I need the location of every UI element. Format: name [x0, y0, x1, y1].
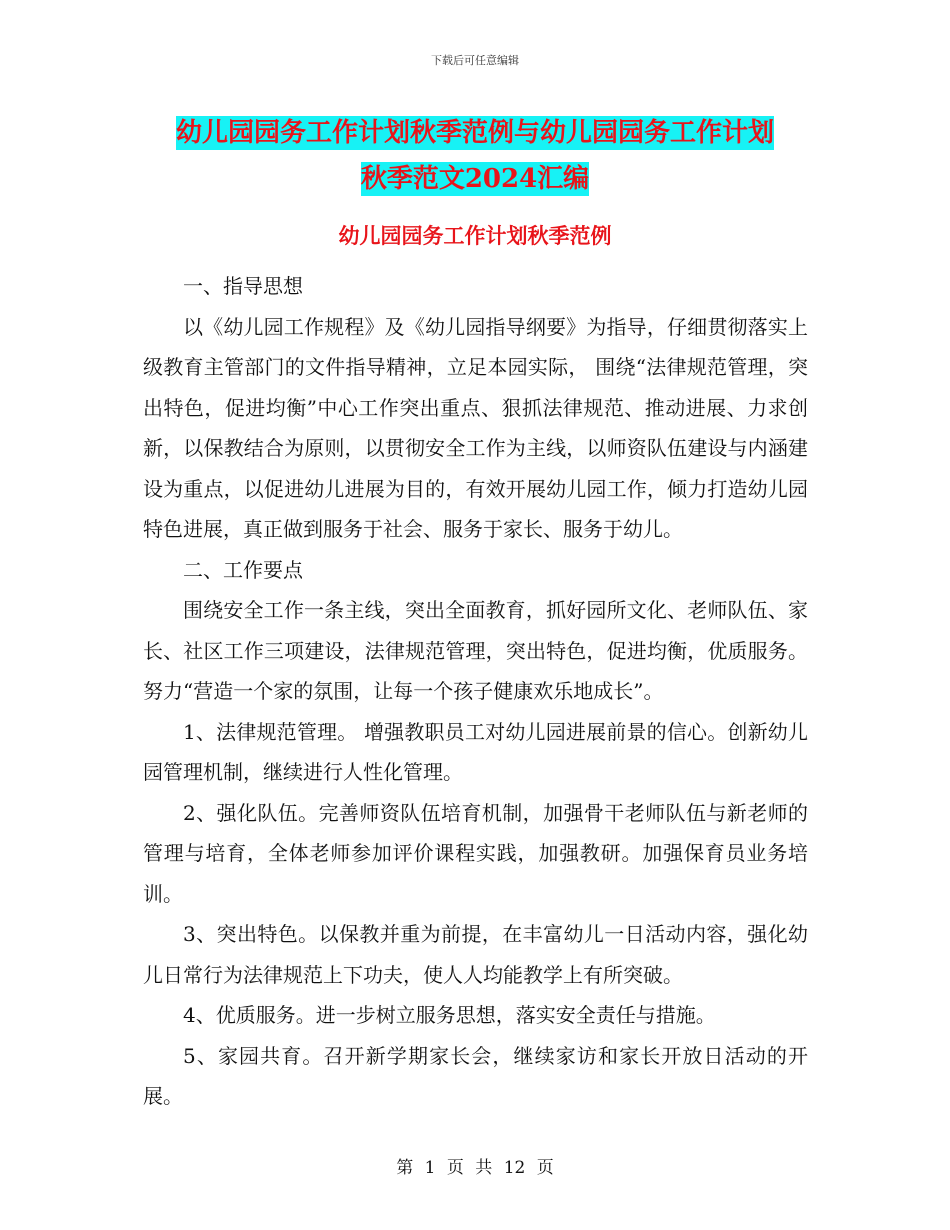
title-line-2: 秋季范文2024汇编: [360, 164, 590, 194]
paragraph-item-3: 3、突出特色。以保教并重为前提，在丰富幼儿一日活动内容，强化幼儿日常行为法律规范上下功夫，使人人均能教学上有所突破。: [143, 922, 808, 987]
paragraph-item-1: 1、法律规范管理。 增强教职员工对幼儿园进展前景的信心。创新幼儿园管理机制，继续进行人性化管理。: [143, 719, 808, 784]
paragraph-guiding-ideology: 以《幼儿园工作规程》及《幼儿园指导纲要》为指导，仔细贯彻落实上级教育主管部门的文件指导精神，立足本园实际， 围绕“法律规范管理，突出特色，促进均衡”中心工作突出重点、狠抓法律规范、推动进展、力求创新，以保教结合为原则，以贯彻安全工作为主线，以师资队伍建设与内涵建设为重点，以促进幼儿进展为目的，有效开展幼儿园工作，倾力打造幼儿园特色进展，真正做到服务于社会、服务于家长、服务于幼儿。: [143, 314, 808, 541]
heading-work-points: 二、工作要点: [183, 557, 303, 582]
paragraph-item-5: 5、家园共育。召开新学期家长会，继续家访和家长开放日活动的开展。: [143, 1043, 808, 1108]
section-title: 幼儿园园务工作计划秋季范例: [338, 223, 612, 248]
page-footer: 第 1 页 共 12 页: [396, 1158, 554, 1178]
document-body: [143, 266, 808, 1117]
heading-guiding-ideology: 一、指导思想: [183, 274, 303, 298]
document-title: [140, 110, 810, 202]
header-note: 下载后可任意编辑: [431, 54, 519, 67]
paragraph-item-4: 4、优质服务。进一步树立服务思想，落实安全责任与措施。: [183, 1003, 716, 1027]
paragraph-item-2: 2、强化队伍。完善师资队伍培育机制，加强骨干老师队伍与新老师的管理与培育，全体老师参加评价课程实践，加强教研。加强保育员业务培训。: [143, 800, 808, 906]
title-line-1: 幼儿园园务工作计划秋季范例与幼儿园园务工作计划: [175, 118, 774, 148]
paragraph-work-points: 围绕安全工作一条主线，突出全面教育，抓好园所文化、老师队伍、家长、社区工作三项建设，法律规范管理，突出特色，促进均衡，优质服务。努力“营造一个家的氛围，让每一个孩子健康欢乐地成长”。: [143, 598, 808, 703]
